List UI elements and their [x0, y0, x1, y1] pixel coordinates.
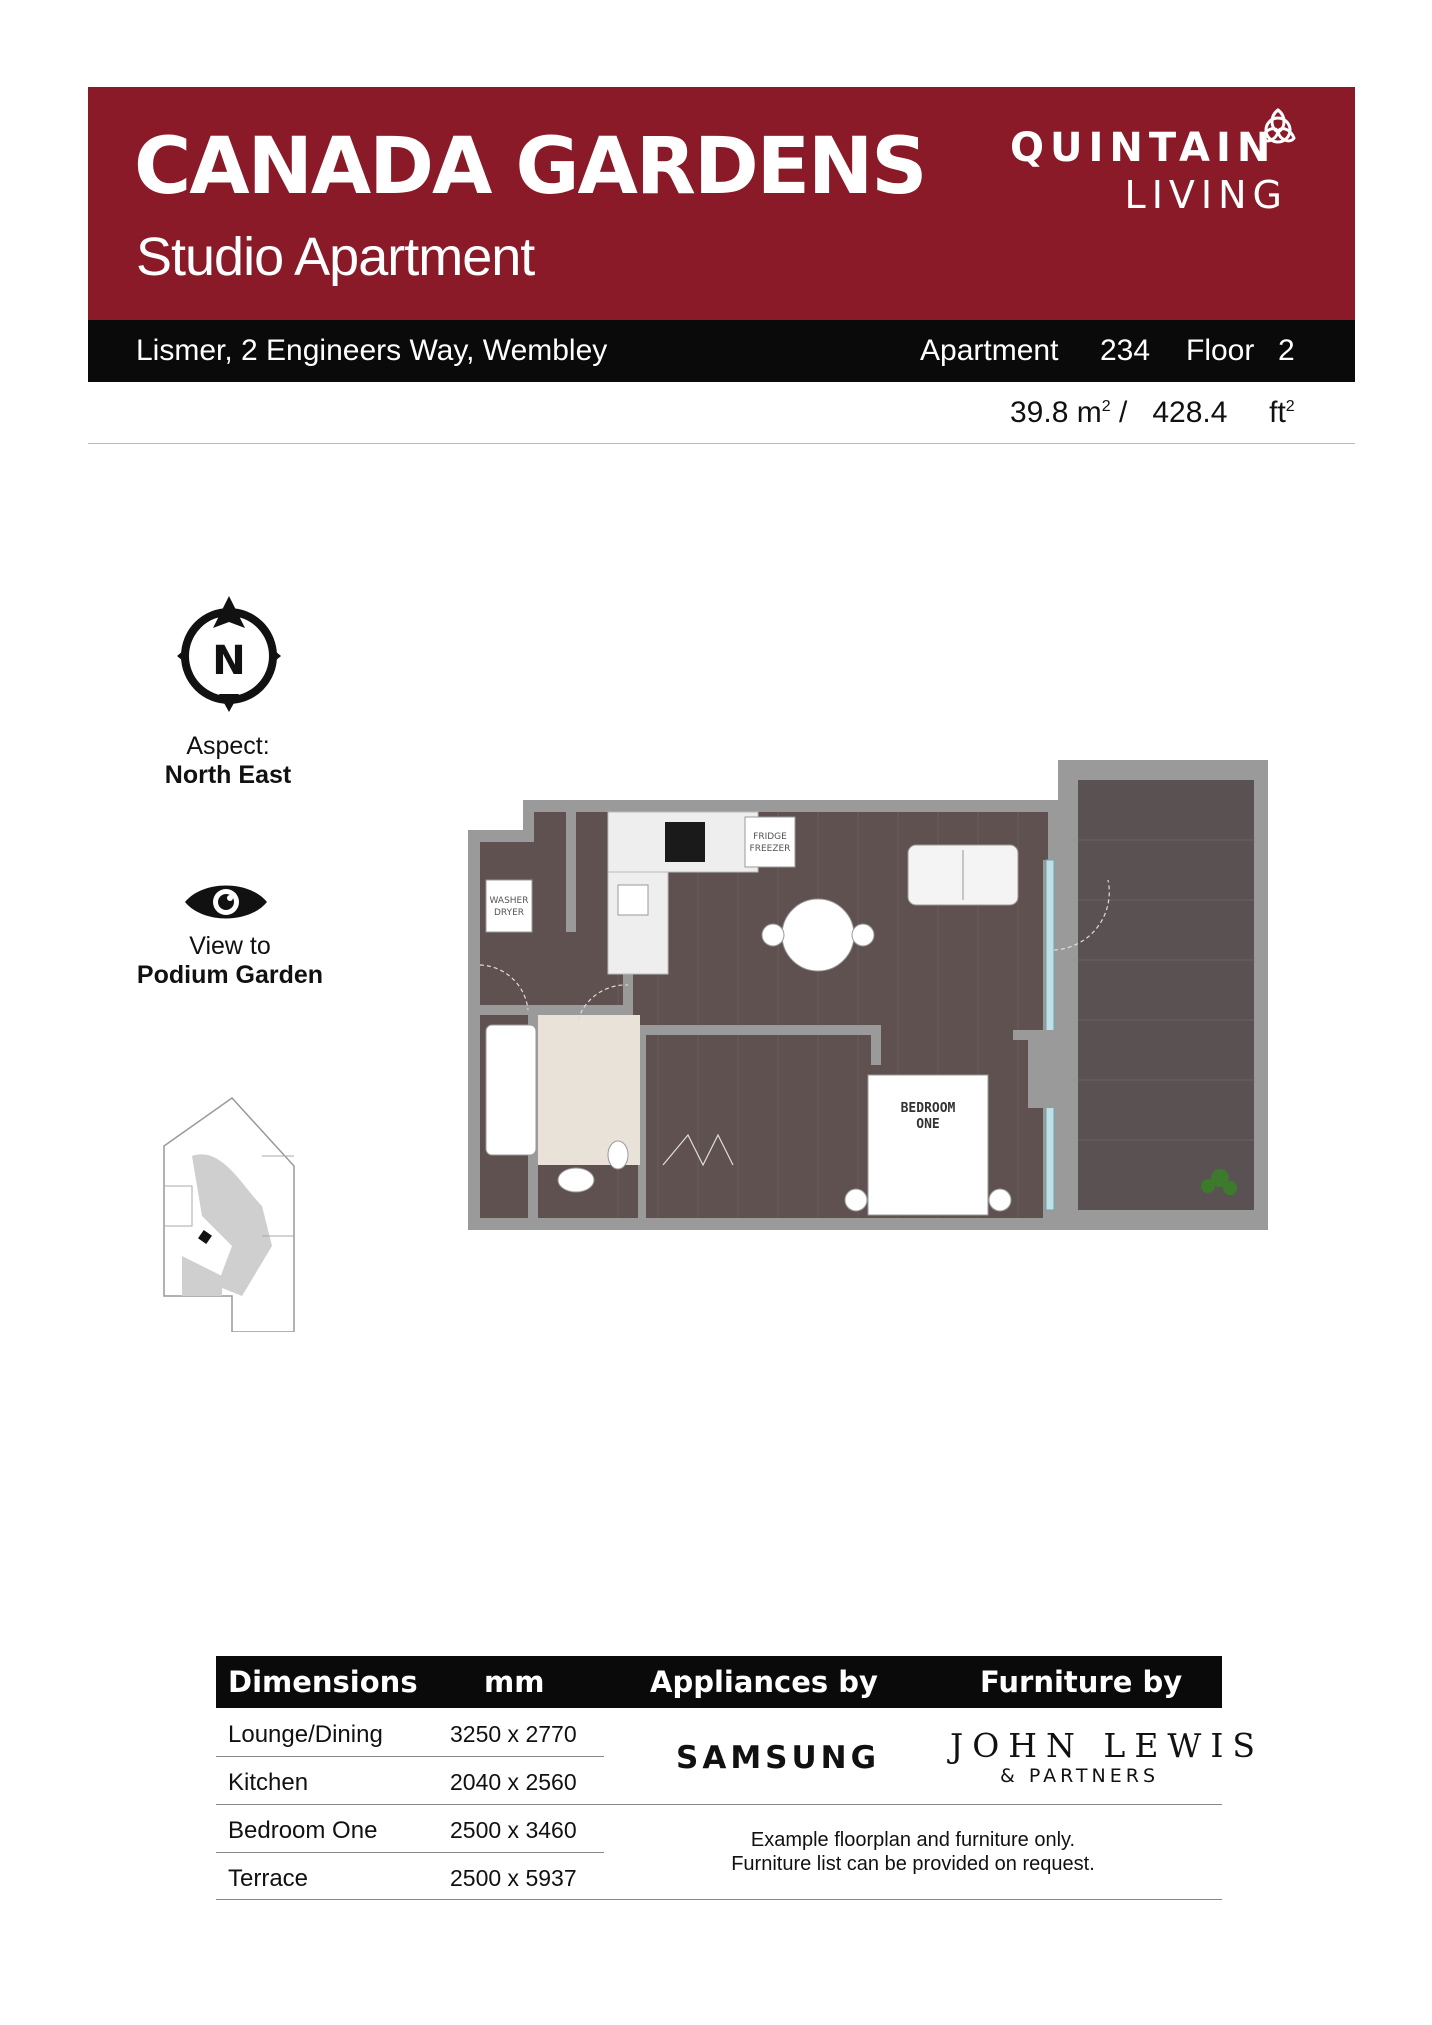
bedroom-label: BEDROOM [900, 1101, 956, 1116]
john-lewis-logo: JOHN LEWIS [950, 1726, 1264, 1765]
brand-sub: LIVING [1124, 173, 1288, 217]
area-sqft-power: 2 [1285, 398, 1295, 415]
floorplan-drawing [468, 760, 1268, 1230]
address: Lismer, 2 Engineers Way, Wembley [136, 334, 608, 367]
area-separator: / [1118, 396, 1128, 429]
washer-dryer [486, 880, 532, 932]
room-name: Bedroom One [228, 1817, 378, 1844]
compass-icon [173, 594, 285, 714]
apartment-number: 234 [1100, 334, 1151, 367]
area-sqm-power: 2 [1101, 398, 1111, 415]
room-name: Terrace [228, 1865, 309, 1892]
room-size: 3250 x 2770 [450, 1721, 577, 1747]
washer-label: WASHER [489, 896, 529, 906]
john-lewis-logo-sub: & PARTNERS [1000, 1765, 1160, 1787]
brand-name: QUINTAIN [1010, 125, 1277, 171]
room-name: Kitchen [228, 1769, 309, 1796]
double-bed [868, 1075, 988, 1215]
info-bar [88, 320, 1355, 382]
freezer-label: FREEZER [749, 844, 791, 854]
apartment-type: Studio Apartment [136, 227, 535, 287]
fridge-freezer [745, 817, 795, 867]
hob [665, 822, 705, 862]
bathroom-tiles [538, 1015, 640, 1165]
dining-table [782, 899, 854, 971]
area-summary [1010, 396, 1295, 430]
eye-icon [183, 878, 269, 926]
area-sqft-unit: ft [1269, 396, 1286, 429]
floor-number: 2 [1278, 334, 1295, 367]
compass-letter: N [212, 638, 246, 684]
room-name: Lounge/Dining [228, 1721, 383, 1748]
area-sqft: 428.4 [1152, 396, 1228, 429]
header-dimensions: Dimensions [228, 1665, 418, 1699]
room-size: 2040 x 2560 [450, 1769, 577, 1795]
kitchen-sink [618, 885, 648, 915]
quintain-living-logo [1010, 125, 1290, 228]
room-size: 2500 x 3460 [450, 1817, 577, 1843]
divider [604, 1804, 1222, 1805]
divider [216, 1899, 1222, 1900]
header-mm: mm [484, 1665, 545, 1699]
trefoil-icon [1256, 106, 1300, 150]
bathtub [486, 1025, 536, 1155]
disclaimer-line-2: Furniture list can be provided on request. [731, 1853, 1095, 1875]
row-divider [216, 1756, 604, 1757]
fridge-label: FRIDGE [753, 832, 787, 842]
site-plan-key [162, 1096, 296, 1332]
disclaimer-line-1: Example floorplan and furniture only. [750, 1829, 1076, 1851]
row-divider [216, 1804, 604, 1805]
area-sqm-unit: m [1076, 396, 1102, 429]
row-divider [216, 1852, 604, 1853]
aspect-label: Aspect: [186, 732, 270, 760]
header-furniture: Furniture by [980, 1665, 1183, 1699]
floor-label: Floor [1186, 334, 1255, 367]
divider [88, 443, 1355, 444]
bedroom-label-2: ONE [916, 1117, 940, 1132]
table-header [216, 1656, 1222, 1708]
room-size: 2500 x 5937 [450, 1865, 577, 1891]
aspect-value: North East [164, 761, 292, 789]
view-value: Podium Garden [136, 961, 324, 989]
terrace-floor [1078, 780, 1254, 1210]
view-label: View to [189, 932, 271, 960]
toilet [608, 1141, 628, 1169]
samsung-logo: SAMSUNG [676, 1740, 881, 1776]
basin [558, 1168, 594, 1192]
area-sqm: 39.8 [1010, 396, 1069, 429]
header-appliances: Appliances by [650, 1665, 878, 1699]
apartment-label: Apartment [920, 334, 1059, 367]
development-title: CANADA GARDENS [134, 122, 926, 212]
dryer-label: DRYER [493, 908, 525, 918]
